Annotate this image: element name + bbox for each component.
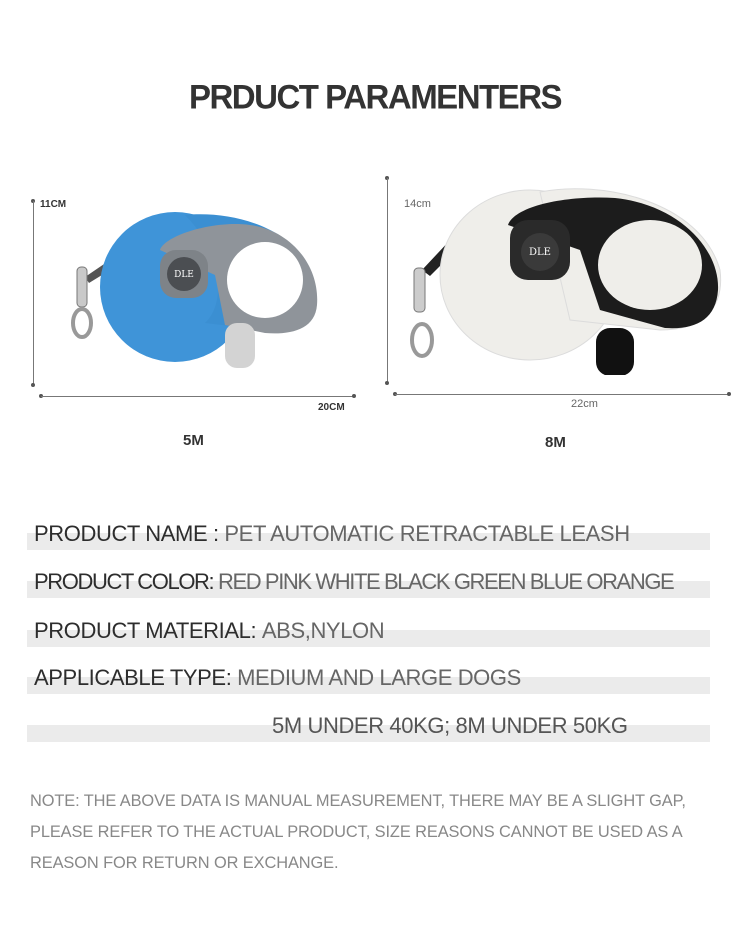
bag-dispenser <box>225 323 255 368</box>
spec-text <box>34 618 384 644</box>
height-dimension-line <box>387 178 388 383</box>
spec-key: APPLICABLE TYPE: <box>34 665 238 690</box>
spec-value: 5M UNDER 40KG; 8M UNDER 50KG <box>272 713 628 738</box>
spec-value: PET AUTOMATIC RETRACTABLE LEASH <box>224 521 630 546</box>
spec-row-type <box>0 658 750 698</box>
brand-logo: DLE <box>174 270 194 280</box>
width-label: 20CM <box>318 402 345 413</box>
spec-text <box>34 569 673 595</box>
size-label: 5M <box>183 432 204 449</box>
height-label: 11CM <box>40 199 67 210</box>
size-label: 8M <box>545 434 566 451</box>
spec-row-weight <box>0 706 750 746</box>
page-title: PRDUCT PARAMENTERS <box>188 77 562 116</box>
spec-row-color <box>0 562 750 602</box>
bag-dispenser <box>596 328 634 375</box>
blue-leash-image <box>65 205 330 375</box>
spec-key: PRODUCT MATERIAL: <box>34 618 262 643</box>
dimension-marker <box>352 394 356 398</box>
dimension-marker <box>385 381 389 385</box>
spec-value: MEDIUM AND LARGE DOGS <box>237 665 521 690</box>
height-dimension-line <box>33 201 34 385</box>
spec-text <box>34 521 630 547</box>
spec-value: ABS,NYLON <box>261 618 385 643</box>
dimension-marker <box>31 383 35 387</box>
width-dimension-line <box>395 394 729 395</box>
width-label: 22cm <box>571 398 598 410</box>
spec-row-material <box>0 611 750 651</box>
spec-key: PRODUCT COLOR: <box>34 569 218 594</box>
spec-value: RED PINK WHITE BLACK GREEN BLUE ORANGE <box>217 569 674 594</box>
brand-logo: DLE <box>529 247 551 258</box>
white-leash-image <box>400 180 725 375</box>
handle-opening <box>598 220 702 310</box>
width-dimension-line <box>41 396 354 397</box>
measurement-note: NOTE: THE ABOVE DATA IS MANUAL MEASUREMENT, THERE MAY BE A SLIGHT GAP, PLEASE REFER TO THE ACTUAL PRODUCT, SIZE REASONS CANNOT BE USED AS A REASON FOR RETURN OR EXCHANGE. <box>30 792 686 872</box>
spec-text <box>34 665 521 691</box>
spec-row-name <box>0 514 750 554</box>
spec-key: PRODUCT NAME : <box>34 521 225 546</box>
height-label: 14cm <box>404 198 431 210</box>
clip-hook-icon <box>412 268 432 356</box>
handle-opening <box>227 242 303 318</box>
dimension-marker <box>727 392 731 396</box>
spec-text <box>272 713 628 739</box>
